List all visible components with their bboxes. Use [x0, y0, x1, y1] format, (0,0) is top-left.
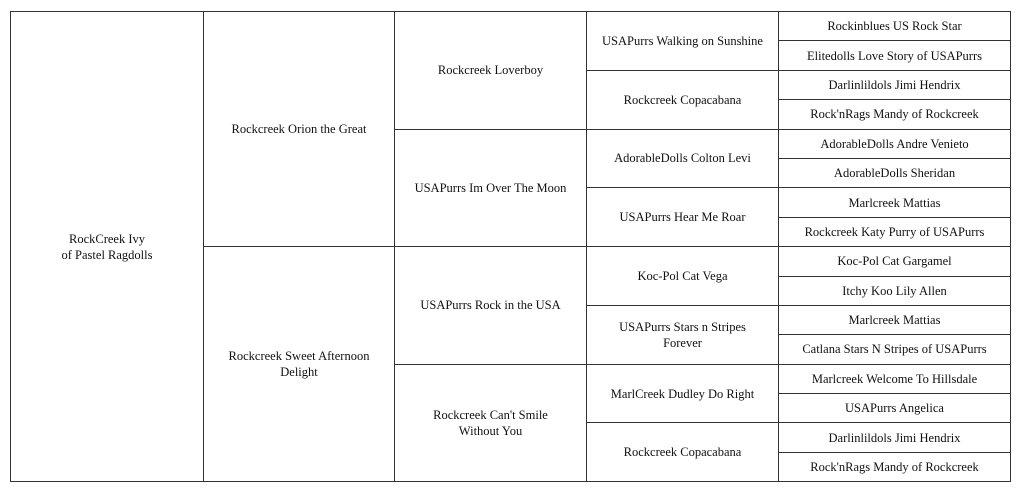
dam-name-line2: Delight	[280, 365, 318, 380]
maternal-grandsire-cell	[395, 247, 587, 365]
great-grandparent-cell-8	[587, 423, 779, 482]
great-grandparent-cell-4	[587, 188, 779, 247]
ancestor-cell-15: Darlinlildols Jimi Hendrix	[779, 423, 1011, 452]
paternal-grandsire-cell	[395, 12, 587, 130]
paternal-granddam-cell	[395, 129, 587, 247]
great-grandparent-name-8: Rockcreek Copacabana	[623, 445, 742, 460]
great-grandparent-name-1: USAPurrs Walking on Sunshine	[602, 33, 763, 48]
paternal-granddam-name: USAPurrs Im Over The Moon	[414, 180, 567, 195]
subject-name-line2: of Pastel Ragdolls	[61, 247, 153, 262]
great-grandparent-cell-1	[587, 12, 779, 71]
ancestor-cell-8: Rockcreek Katy Purry of USAPurrs	[779, 217, 1011, 246]
ancestor-cell-11: Marlcreek Mattias	[779, 305, 1011, 334]
great-grandparent-name-5: Koc-Pol Cat Vega	[637, 269, 728, 284]
maternal-granddam-name-line1: Rockcreek Can't Smile	[433, 407, 548, 422]
ancestor-cell-2: Elitedolls Love Story of USAPurrs	[779, 41, 1011, 70]
great-grandparent-cell-5	[587, 247, 779, 306]
sire-name: Rockcreek Orion the Great	[231, 122, 367, 137]
pedigree-table	[10, 11, 1011, 482]
great-grandparent-name-2: Rockcreek Copacabana	[623, 92, 742, 107]
ancestor-cell-12: Catlana Stars N Stripes of USAPurrs	[779, 335, 1011, 364]
subject-name-line1: RockCreek Ivy	[68, 231, 146, 246]
ancestor-cell-3: Darlinlildols Jimi Hendrix	[779, 70, 1011, 99]
paternal-grandsire-name: Rockcreek Loverboy	[437, 63, 544, 78]
ancestor-cell-13: Marlcreek Welcome To Hillsdale	[779, 364, 1011, 393]
ancestor-cell-4: Rock'nRags Mandy of Rockcreek	[779, 100, 1011, 129]
subject-cell	[11, 12, 204, 482]
maternal-grandsire-name: USAPurrs Rock in the USA	[420, 298, 561, 313]
ancestor-cell-9: Koc-Pol Cat Gargamel	[779, 247, 1011, 276]
great-grandparent-name-6-line2: Forever	[663, 335, 702, 350]
ancestor-cell-7: Marlcreek Mattias	[779, 188, 1011, 217]
ancestor-cell-6: AdorableDolls Sheridan	[779, 158, 1011, 187]
ancestor-cell-5: AdorableDolls Andre Venieto	[779, 129, 1011, 158]
great-grandparent-name-6-line1: USAPurrs Stars n Stripes	[619, 319, 746, 334]
ancestor-cell-1: Rockinblues US Rock Star	[779, 12, 1011, 41]
ancestor-cell-10: Itchy Koo Lily Allen	[779, 276, 1011, 305]
ancestor-cell-14: USAPurrs Angelica	[779, 394, 1011, 423]
great-grandparent-cell-7	[587, 364, 779, 423]
dam-cell	[204, 247, 395, 482]
great-grandparent-name-3: AdorableDolls Colton Levi	[614, 151, 751, 166]
sire-cell	[204, 12, 395, 247]
ancestor-cell-16: Rock'nRags Mandy of Rockcreek	[779, 452, 1011, 481]
great-grandparent-name-4: USAPurrs Hear Me Roar	[619, 210, 746, 225]
great-grandparent-cell-3	[587, 129, 779, 188]
dam-name-line1: Rockcreek Sweet Afternoon	[228, 349, 370, 364]
great-grandparent-cell-6	[587, 305, 779, 364]
great-grandparent-cell-2	[587, 70, 779, 129]
great-grandparent-name-7: MarlCreek Dudley Do Right	[610, 386, 755, 401]
maternal-granddam-name-line2: Without You	[458, 423, 523, 438]
maternal-granddam-cell	[395, 364, 587, 482]
